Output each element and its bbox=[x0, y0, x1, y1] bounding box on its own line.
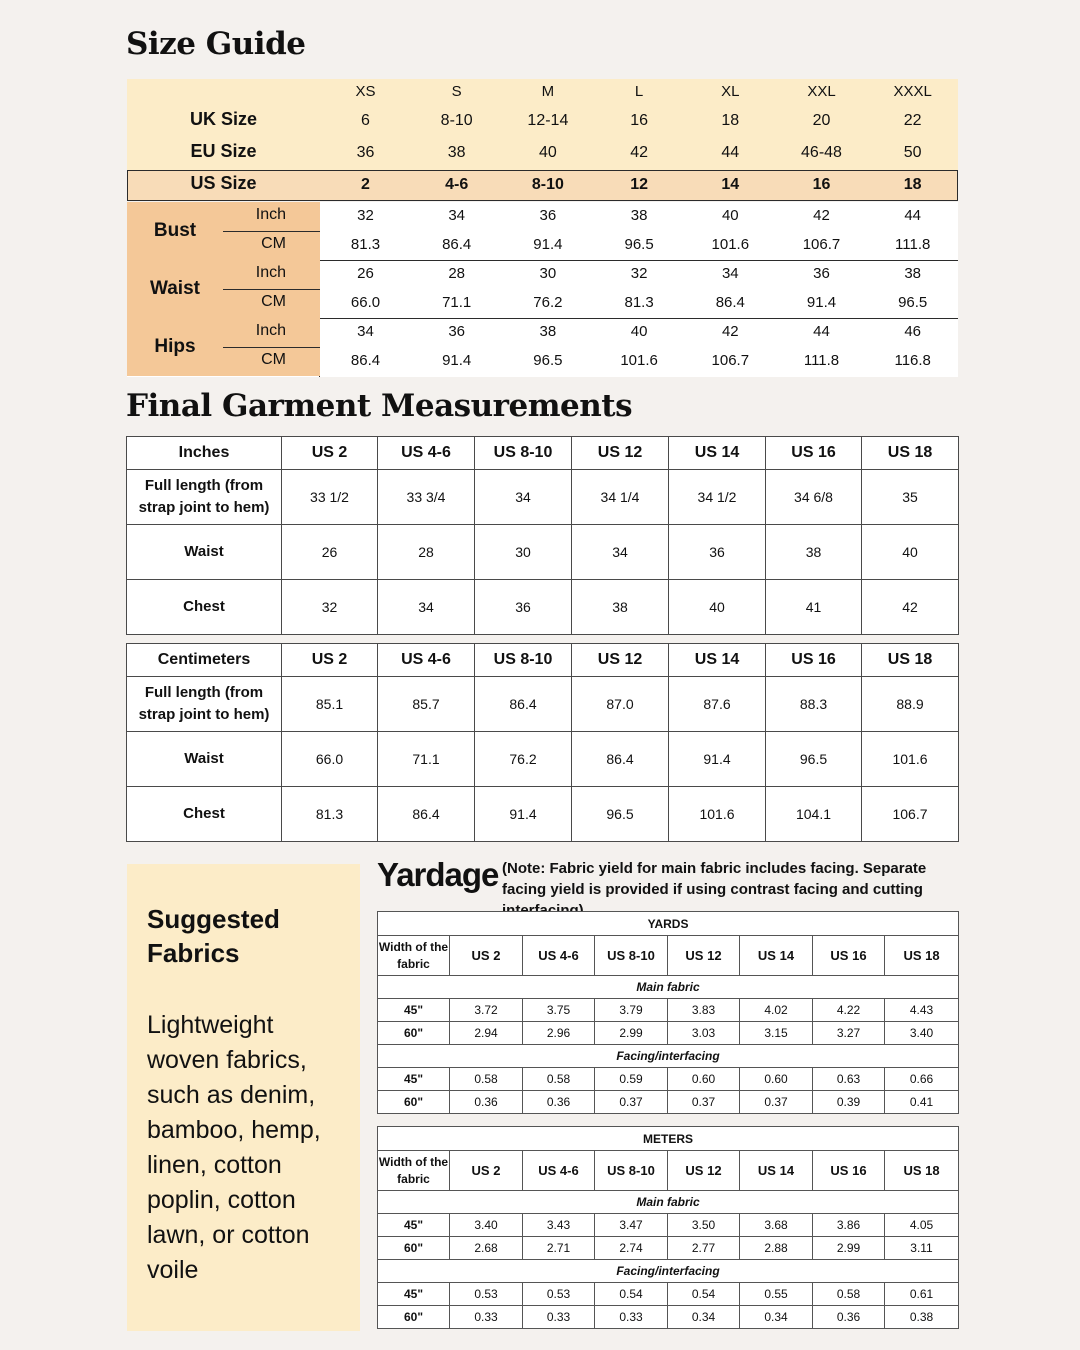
uk-size-value: 20 bbox=[812, 112, 831, 129]
cell-value: 34 bbox=[572, 525, 669, 580]
cell-value: 0.36 bbox=[813, 1306, 885, 1329]
cell-value: 0.39 bbox=[813, 1091, 885, 1114]
cell-value: 2.88 bbox=[740, 1237, 813, 1260]
size-header: US 4-6 bbox=[378, 644, 475, 677]
size-header: US 12 bbox=[572, 437, 669, 470]
unit-title: METERS bbox=[378, 1127, 959, 1151]
cm-value: 81.3 bbox=[350, 236, 381, 253]
cell-value: 0.37 bbox=[595, 1091, 668, 1114]
garment-title: Final Garment Measurements bbox=[126, 388, 633, 424]
fabric-width: 45" bbox=[378, 1283, 450, 1306]
cell-value: 76.2 bbox=[475, 732, 572, 787]
cm-value: 106.7 bbox=[711, 352, 750, 369]
cell-value: 3.15 bbox=[740, 1022, 813, 1045]
measurement-category bbox=[127, 202, 320, 260]
inch-value: 34 bbox=[357, 323, 374, 340]
fabric-width: 60" bbox=[378, 1091, 450, 1114]
table-row bbox=[378, 1214, 959, 1237]
inch-value: 32 bbox=[630, 265, 648, 282]
inch-value: 34 bbox=[721, 265, 739, 282]
row-divider bbox=[320, 260, 958, 261]
cell-value: 71.1 bbox=[378, 732, 475, 787]
inch-value: 42 bbox=[813, 207, 830, 224]
unit-title-row bbox=[378, 1127, 959, 1151]
us-size-value: 16 bbox=[812, 176, 831, 193]
eu-size-value: 50 bbox=[903, 144, 922, 161]
cell-value: 88.3 bbox=[766, 677, 862, 732]
cell-value: 0.38 bbox=[885, 1306, 959, 1329]
fabric-width: 60" bbox=[378, 1237, 450, 1260]
cell-value: 0.33 bbox=[595, 1306, 668, 1329]
cell-value: 0.61 bbox=[885, 1283, 959, 1306]
size-label: XS bbox=[355, 83, 376, 100]
row-label: Chest bbox=[127, 787, 282, 842]
cell-value: 34 6/8 bbox=[766, 470, 862, 525]
table-row bbox=[378, 1306, 959, 1329]
size-header: US 4-6 bbox=[523, 936, 595, 976]
cell-value: 3.79 bbox=[595, 999, 668, 1022]
cell-value: 106.7 bbox=[862, 787, 959, 842]
size-header: US 16 bbox=[766, 644, 862, 677]
cell-value: 34 1/2 bbox=[669, 470, 766, 525]
inch-value: 26 bbox=[357, 265, 374, 282]
unit-inch-label: Inch bbox=[255, 264, 286, 281]
cell-value: 0.58 bbox=[450, 1068, 523, 1091]
width-label: Width of the fabric bbox=[378, 936, 450, 976]
row-label: Waist bbox=[127, 732, 282, 787]
cell-value: 4.43 bbox=[885, 999, 959, 1022]
size-guide-table bbox=[127, 79, 958, 377]
cell-value: 3.11 bbox=[885, 1237, 959, 1260]
us-size-value: 18 bbox=[903, 176, 922, 193]
section-label: Main fabric bbox=[378, 976, 959, 999]
cm-value: 96.5 bbox=[898, 294, 928, 311]
cell-value: 0.63 bbox=[813, 1068, 885, 1091]
cm-value: 91.4 bbox=[442, 352, 472, 369]
inch-value: 38 bbox=[904, 265, 922, 282]
cm-value: 106.7 bbox=[802, 236, 841, 253]
size-header: US 14 bbox=[669, 437, 766, 470]
cell-value: 0.53 bbox=[450, 1283, 523, 1306]
uk-size-value: 16 bbox=[630, 112, 648, 129]
section-row bbox=[378, 976, 959, 999]
size-header: US 16 bbox=[766, 437, 862, 470]
cell-value: 2.68 bbox=[450, 1237, 523, 1260]
yardage-title: Yardage bbox=[377, 856, 499, 893]
cell-value: 3.72 bbox=[450, 999, 523, 1022]
cell-value: 42 bbox=[862, 580, 959, 635]
inch-value: 30 bbox=[539, 265, 557, 282]
cell-value: 0.60 bbox=[668, 1068, 740, 1091]
cell-value: 3.03 bbox=[668, 1022, 740, 1045]
size-header: US 12 bbox=[668, 1151, 740, 1191]
cell-value: 0.58 bbox=[813, 1283, 885, 1306]
uk-size-value: 12-14 bbox=[527, 112, 569, 129]
cell-value: 2.96 bbox=[523, 1022, 595, 1045]
cell-value: 0.41 bbox=[885, 1091, 959, 1114]
cell-value: 4.02 bbox=[740, 999, 813, 1022]
size-header: US 8-10 bbox=[475, 644, 572, 677]
cell-value: 0.36 bbox=[450, 1091, 523, 1114]
us-size-value: 2 bbox=[361, 176, 370, 193]
cell-value: 2.94 bbox=[450, 1022, 523, 1045]
cell-value: 101.6 bbox=[669, 787, 766, 842]
header-row bbox=[378, 1151, 959, 1191]
cm-value: 81.3 bbox=[624, 294, 654, 311]
table-row bbox=[378, 1022, 959, 1045]
cell-value: 0.66 bbox=[885, 1068, 959, 1091]
cell-value: 0.37 bbox=[740, 1091, 813, 1114]
section-row bbox=[378, 1191, 959, 1214]
cell-value: 86.4 bbox=[572, 732, 669, 787]
cell-value: 26 bbox=[282, 525, 378, 580]
size-header: US 2 bbox=[282, 437, 378, 470]
uk-size-value: 22 bbox=[903, 112, 922, 129]
eu-size-value: 46-48 bbox=[801, 144, 842, 161]
cell-value: 36 bbox=[669, 525, 766, 580]
inch-value: 34 bbox=[448, 207, 466, 224]
cell-value: 104.1 bbox=[766, 787, 862, 842]
section-row bbox=[378, 1045, 959, 1068]
inch-value: 38 bbox=[630, 207, 648, 224]
cell-value: 0.60 bbox=[740, 1068, 813, 1091]
unit-cm-label: CM bbox=[261, 235, 286, 252]
unit-inch-label: Inch bbox=[255, 206, 286, 223]
cell-value: 3.83 bbox=[668, 999, 740, 1022]
fabric-width: 60" bbox=[378, 1306, 450, 1329]
section-row bbox=[378, 1260, 959, 1283]
cell-value: 35 bbox=[862, 470, 959, 525]
cm-value: 116.8 bbox=[894, 352, 931, 369]
cm-value: 91.4 bbox=[533, 236, 563, 253]
cell-value: 3.86 bbox=[813, 1214, 885, 1237]
uk-size-value: 18 bbox=[721, 112, 740, 129]
cell-value: 91.4 bbox=[669, 732, 766, 787]
cell-value: 3.27 bbox=[813, 1022, 885, 1045]
eu-size-label: EU Size bbox=[190, 141, 257, 161]
cell-value: 0.53 bbox=[523, 1283, 595, 1306]
unit-header: Inches bbox=[127, 437, 282, 470]
size-header: US 2 bbox=[450, 1151, 523, 1191]
unit-divider bbox=[223, 289, 320, 290]
uk-size-value: 8-10 bbox=[440, 112, 473, 129]
us-size-value: 4-6 bbox=[445, 176, 469, 193]
size-header: US 18 bbox=[885, 936, 959, 976]
cell-value: 0.34 bbox=[740, 1306, 813, 1329]
cell-value: 32 bbox=[282, 580, 378, 635]
size-label: M bbox=[541, 83, 555, 100]
cell-value: 87.6 bbox=[669, 677, 766, 732]
unit-title: YARDS bbox=[378, 912, 959, 936]
table-row bbox=[127, 787, 959, 842]
cell-value: 28 bbox=[378, 525, 475, 580]
cell-value: 0.33 bbox=[523, 1306, 595, 1329]
cm-value: 66.0 bbox=[350, 294, 381, 311]
cell-value: 38 bbox=[572, 580, 669, 635]
cell-value: 34 bbox=[378, 580, 475, 635]
cm-value: 111.8 bbox=[803, 352, 840, 369]
size-header: US 16 bbox=[813, 936, 885, 976]
inch-value: 36 bbox=[539, 207, 557, 224]
cell-value: 36 bbox=[475, 580, 572, 635]
section-label: Main fabric bbox=[378, 1191, 959, 1214]
garment-centimeters-table bbox=[126, 643, 959, 842]
eu-size-value: 36 bbox=[356, 144, 375, 161]
size-header: US 4-6 bbox=[378, 437, 475, 470]
size-header: US 12 bbox=[572, 644, 669, 677]
uk-size-value: 6 bbox=[361, 112, 370, 129]
cell-value: 87.0 bbox=[572, 677, 669, 732]
cell-value: 40 bbox=[862, 525, 959, 580]
cell-value: 3.50 bbox=[668, 1214, 740, 1237]
table-row bbox=[127, 580, 959, 635]
size-header: US 8-10 bbox=[595, 1151, 668, 1191]
size-label: XXXL bbox=[893, 83, 932, 100]
cm-value: 96.5 bbox=[624, 236, 654, 253]
cell-value: 3.40 bbox=[885, 1022, 959, 1045]
cell-value: 4.05 bbox=[885, 1214, 959, 1237]
size-header: US 14 bbox=[669, 644, 766, 677]
cell-value: 0.33 bbox=[450, 1306, 523, 1329]
table-row bbox=[378, 999, 959, 1022]
eu-size-value: 38 bbox=[447, 144, 466, 161]
fabric-width: 45" bbox=[378, 999, 450, 1022]
cell-value: 3.47 bbox=[595, 1214, 668, 1237]
cell-value: 0.36 bbox=[523, 1091, 595, 1114]
cell-value: 4.22 bbox=[813, 999, 885, 1022]
eu-size-value: 42 bbox=[630, 144, 648, 161]
row-label: Chest bbox=[127, 580, 282, 635]
cm-value: 111.8 bbox=[895, 236, 931, 253]
cell-value: 30 bbox=[475, 525, 572, 580]
inch-value: 42 bbox=[721, 323, 739, 340]
cell-value: 41 bbox=[766, 580, 862, 635]
cell-value: 96.5 bbox=[572, 787, 669, 842]
size-label: XL bbox=[721, 83, 740, 100]
unit-divider bbox=[223, 231, 320, 232]
size-header: US 18 bbox=[885, 1151, 959, 1191]
cell-value: 3.68 bbox=[740, 1214, 813, 1237]
size-header: US 12 bbox=[668, 936, 740, 976]
unit-divider bbox=[223, 347, 320, 348]
cm-value: 101.6 bbox=[711, 236, 750, 253]
size-header: US 2 bbox=[450, 936, 523, 976]
uk-size-label: UK Size bbox=[189, 109, 258, 129]
size-header: US 2 bbox=[282, 644, 378, 677]
cell-value: 0.37 bbox=[668, 1091, 740, 1114]
table-row bbox=[378, 1091, 959, 1114]
size-header: US 14 bbox=[740, 1151, 813, 1191]
cell-value: 81.3 bbox=[282, 787, 378, 842]
fabric-width: 45" bbox=[378, 1068, 450, 1091]
inch-value: 32 bbox=[357, 207, 374, 224]
size-header: US 14 bbox=[740, 936, 813, 976]
size-header: US 4-6 bbox=[523, 1151, 595, 1191]
inch-value: 40 bbox=[721, 207, 739, 224]
size-header: US 16 bbox=[813, 1151, 885, 1191]
fabric-width: 45" bbox=[378, 1214, 450, 1237]
inch-value: 46 bbox=[904, 323, 922, 340]
cell-value: 86.4 bbox=[475, 677, 572, 732]
cell-value: 0.54 bbox=[595, 1283, 668, 1306]
measurement-name: Waist bbox=[150, 278, 200, 299]
cell-value: 38 bbox=[766, 525, 862, 580]
fabrics-text: Lightweight woven fabrics, such as denim, bamboo, hemp, linen, cotton poplin, cotton lawn, or cotton voile bbox=[147, 1011, 321, 1284]
yardage-yards-table bbox=[377, 911, 959, 1114]
cell-value: 0.54 bbox=[668, 1283, 740, 1306]
row-divider bbox=[320, 318, 958, 319]
inch-value: 40 bbox=[630, 323, 648, 340]
section-label: Facing/interfacing bbox=[378, 1260, 959, 1283]
cell-value: 88.9 bbox=[862, 677, 959, 732]
unit-header: Centimeters bbox=[127, 644, 282, 677]
cm-value: 86.4 bbox=[350, 352, 381, 369]
table-row bbox=[378, 1237, 959, 1260]
us-size-label: US Size bbox=[190, 173, 257, 193]
size-header: US 18 bbox=[862, 437, 959, 470]
cm-value: 91.4 bbox=[806, 294, 837, 311]
cell-value: 2.77 bbox=[668, 1237, 740, 1260]
header-row bbox=[127, 644, 959, 677]
cell-value: 34 1/4 bbox=[572, 470, 669, 525]
size-label: L bbox=[634, 83, 644, 100]
cell-value: 0.58 bbox=[523, 1068, 595, 1091]
inch-value: 36 bbox=[448, 323, 466, 340]
unit-cm-label: CM bbox=[261, 351, 286, 368]
row-label: Waist bbox=[127, 525, 282, 580]
size-guide-title: Size Guide bbox=[126, 26, 306, 62]
cell-value: 96.5 bbox=[766, 732, 862, 787]
measurement-category bbox=[127, 260, 320, 318]
size-label: S bbox=[451, 83, 462, 100]
size-header: US 8-10 bbox=[595, 936, 668, 976]
cell-value: 34 bbox=[475, 470, 572, 525]
inch-value: 38 bbox=[539, 323, 557, 340]
table-row bbox=[127, 470, 959, 525]
table-row bbox=[378, 1068, 959, 1091]
yardage-meters-table bbox=[377, 1126, 959, 1329]
unit-title-row bbox=[378, 912, 959, 936]
cm-value: 86.4 bbox=[442, 236, 472, 253]
header-row bbox=[127, 437, 959, 470]
table-row bbox=[127, 732, 959, 787]
table-row bbox=[378, 1283, 959, 1306]
measurement-name: Hips bbox=[154, 336, 196, 357]
measurement-category bbox=[127, 318, 320, 376]
table-row bbox=[127, 525, 959, 580]
cm-value: 101.6 bbox=[620, 352, 658, 369]
width-label: Width of the fabric bbox=[378, 1151, 450, 1191]
row-label: Full length (from strap joint to hem) bbox=[127, 470, 282, 525]
cell-value: 3.75 bbox=[523, 999, 595, 1022]
cm-value: 76.2 bbox=[533, 294, 563, 311]
eu-size-value: 44 bbox=[721, 144, 740, 161]
size-label: XXL bbox=[807, 83, 836, 100]
garment-inches-table bbox=[126, 436, 959, 635]
us-size-value: 12 bbox=[630, 176, 648, 193]
row-label: Full length (from strap joint to hem) bbox=[127, 677, 282, 732]
size-header: US 18 bbox=[862, 644, 959, 677]
cell-value: 91.4 bbox=[475, 787, 572, 842]
inch-value: 44 bbox=[904, 207, 922, 224]
cm-value: 71.1 bbox=[442, 294, 472, 311]
us-size-value: 14 bbox=[721, 176, 740, 193]
header-row bbox=[378, 936, 959, 976]
inch-value: 44 bbox=[813, 323, 830, 340]
cm-value: 96.5 bbox=[533, 352, 563, 369]
cell-value: 3.43 bbox=[523, 1214, 595, 1237]
table-row bbox=[127, 677, 959, 732]
suggested-fabrics-panel bbox=[127, 864, 360, 1331]
cell-value: 2.74 bbox=[595, 1237, 668, 1260]
cell-value: 2.99 bbox=[595, 1022, 668, 1045]
cell-value: 0.59 bbox=[595, 1068, 668, 1091]
measurement-name: Bust bbox=[153, 220, 197, 241]
cell-value: 85.1 bbox=[282, 677, 378, 732]
us-size-value: 8-10 bbox=[531, 176, 564, 193]
fabric-width: 60" bbox=[378, 1022, 450, 1045]
cell-value: 3.40 bbox=[450, 1214, 523, 1237]
cell-value: 33 3/4 bbox=[378, 470, 475, 525]
cell-value: 2.99 bbox=[813, 1237, 885, 1260]
fabrics-title: Suggested Fabrics bbox=[147, 904, 280, 968]
inch-value: 36 bbox=[813, 265, 830, 282]
cell-value: 0.34 bbox=[668, 1306, 740, 1329]
cell-value: 2.71 bbox=[523, 1237, 595, 1260]
unit-inch-label: Inch bbox=[255, 322, 286, 339]
cell-value: 101.6 bbox=[862, 732, 959, 787]
section-label: Facing/interfacing bbox=[378, 1045, 959, 1068]
cell-value: 33 1/2 bbox=[282, 470, 378, 525]
yardage-note: (Note: Fabric yield for main fabric includes facing. Separate facing yield is provided if using contrast facing and cutting bbox=[502, 860, 927, 898]
cm-value: 86.4 bbox=[715, 294, 745, 311]
cell-value: 86.4 bbox=[378, 787, 475, 842]
cell-value: 40 bbox=[669, 580, 766, 635]
cell-value: 0.55 bbox=[740, 1283, 813, 1306]
size-header: US 8-10 bbox=[475, 437, 572, 470]
eu-size-value: 40 bbox=[538, 144, 557, 161]
inch-value: 28 bbox=[448, 265, 466, 282]
unit-cm-label: CM bbox=[261, 293, 286, 310]
cell-value: 66.0 bbox=[282, 732, 378, 787]
cell-value: 85.7 bbox=[378, 677, 475, 732]
